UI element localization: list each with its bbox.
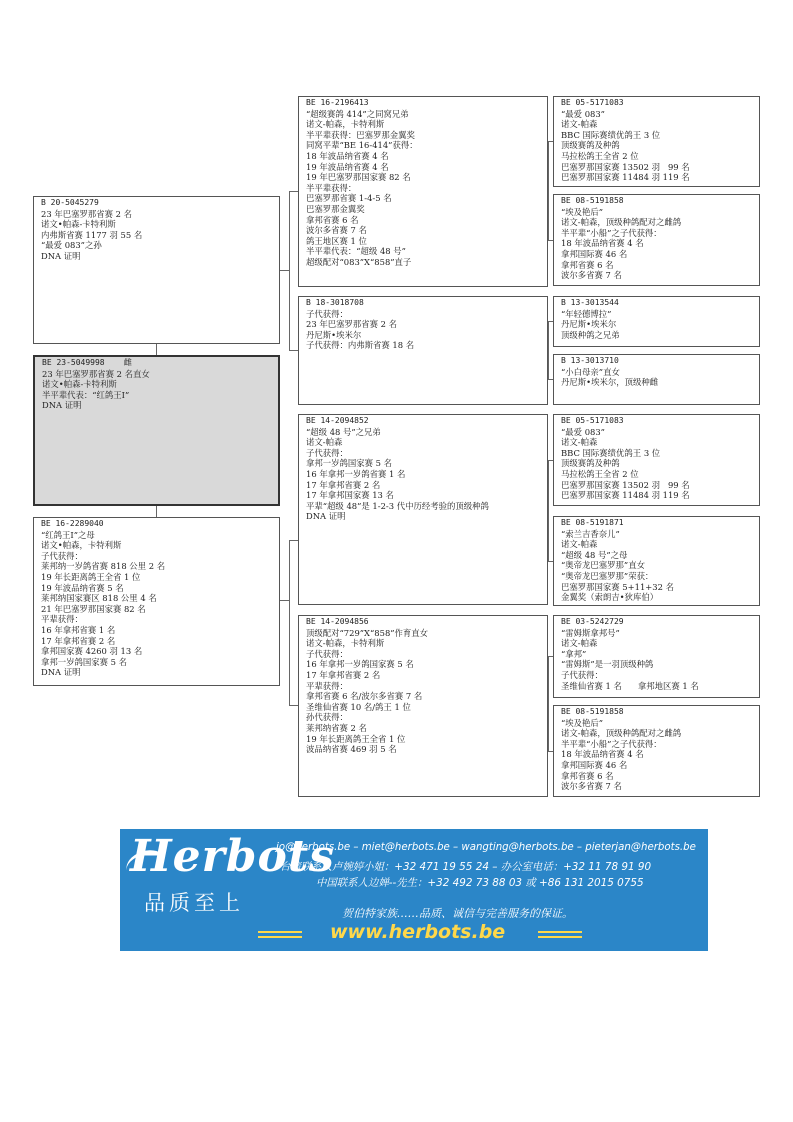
connector <box>289 705 298 706</box>
card-line: DNA 证明 <box>306 511 346 522</box>
ring-number: BE 08-5191858 <box>561 707 624 716</box>
connector <box>280 600 289 601</box>
divider <box>258 931 302 933</box>
card-line: “年轻德博拉” <box>561 308 612 319</box>
card-line: 莱邦纳国家赛区 818 公里 4 名 <box>41 593 157 604</box>
card-line: 诺文-帕森，顶级种鸽配对之雌鸽 <box>561 217 682 228</box>
card-line: 超级配对“083”X“858”直子 <box>306 256 412 267</box>
card-line: 诺文-帕森 <box>306 437 343 448</box>
card-line: “雷姆斯拿邦号” <box>561 627 620 638</box>
card-line: 丹尼斯•埃米尔 <box>561 319 617 330</box>
divider <box>258 936 302 938</box>
connector <box>548 656 553 657</box>
card-line: 巴塞罗那省赛 1-4-5 名 <box>306 193 392 204</box>
sire-dam-sire-card <box>553 296 760 347</box>
card-line: 半平辈“小船”之子代获得： <box>561 738 662 749</box>
card-line: 17 年拿邦省赛 2 名 <box>306 479 381 490</box>
connector <box>289 191 290 350</box>
dam-card <box>33 517 280 686</box>
card-line: 23 年巴塞罗那省赛 2 名直女 <box>42 368 150 379</box>
connector <box>548 561 553 562</box>
card-line: DNA 证明 <box>41 667 81 678</box>
ring-number: BE 05-5171083 <box>561 98 624 107</box>
card-line: 金翼奖（索朗吉•狄库伯） <box>561 592 659 603</box>
card-line: “索兰吉香奈儿” <box>561 528 620 539</box>
card-line: 诺文-帕森 <box>561 437 598 448</box>
tagline: 贺伯特家族……品质、诚信与完善服务的保证。 <box>342 907 573 920</box>
connector <box>289 540 298 541</box>
card-line: 半平辈“小船”之子代获得： <box>561 227 662 238</box>
dam-dam-card <box>298 615 548 797</box>
ring-number: BE 03-5242729 <box>561 617 624 626</box>
card-line: 诺文•帕森-卡特利斯 <box>41 219 116 230</box>
card-line: 16 年拿邦一岁鸽省赛 1 名 <box>306 468 406 479</box>
card-line: 19 年巴塞罗那国家赛 82 名 <box>306 172 411 183</box>
card-line: 平辈获得： <box>306 680 348 691</box>
card-line: 波尔多省赛 7 名 <box>561 270 622 281</box>
card-line: 顶级种鸽之兄弟 <box>561 329 620 340</box>
connector <box>548 240 553 241</box>
card-line: 23 年巴塞罗那省赛 2 名 <box>41 208 132 219</box>
card-line: 21 年巴塞罗那国家赛 82 名 <box>41 603 146 614</box>
card-line: “最爱 083”之孙 <box>41 240 102 251</box>
card-line: 拿邦国家赛 4260 羽 13 名 <box>41 646 143 657</box>
card-line: “小白母亲”直女 <box>561 366 620 377</box>
sire-sire-dam-card <box>553 194 760 286</box>
card-line: 拿邦国际赛 46 名 <box>561 248 628 259</box>
card-line: “奥帝龙巴塞罗那”直女 <box>561 560 645 571</box>
card-line: 诺文•帕森，卡特利斯 <box>41 540 122 551</box>
ring-number: B 18-3018708 <box>306 298 364 307</box>
card-line: 18 年波品纳省赛 4 名 <box>306 150 389 161</box>
dam-dam-dam-card <box>553 705 760 797</box>
card-line: 圣维仙省赛 1 名 拿邦地区赛 1 名 <box>561 680 699 691</box>
card-line: 波品纳省赛 469 羽 5 名 <box>306 744 397 755</box>
card-line: 子代获得： <box>306 447 348 458</box>
card-line: 23 年巴塞罗那省赛 2 名 <box>306 319 397 330</box>
connector <box>156 344 157 355</box>
card-line: 诺文-帕森 <box>561 119 598 130</box>
sire-sire-sire-card <box>553 96 760 187</box>
card-line: “最爱 083” <box>561 426 605 437</box>
card-line: 拿邦一岁鸽国家赛 5 名 <box>306 458 393 469</box>
card-line: 19 年波品纳省赛 5 名 <box>41 582 124 593</box>
ring-number: BE 23-5049998 雌 <box>42 358 132 367</box>
card-line: 丹尼斯•埃米尔，顶级种雌 <box>561 377 659 388</box>
card-line: 诺文-帕森，卡特利斯 <box>306 119 385 130</box>
card-line: 巴塞罗那金翼奖 <box>306 203 365 214</box>
card-line: “超级赛鸽 414”之同窝兄弟 <box>306 108 409 119</box>
connector <box>548 460 553 461</box>
card-line: 子代获得：内弗斯省赛 18 名 <box>306 340 415 351</box>
card-line: 顶级赛鸽及种鸽 <box>561 458 620 469</box>
divider <box>538 931 582 933</box>
ring-number: B 13-3013710 <box>561 356 619 365</box>
card-line: 拿邦一岁鸽国家赛 5 名 <box>41 656 128 667</box>
card-line: 巴塞罗那国家赛 11484 羽 119 名 <box>561 490 690 501</box>
connector <box>289 350 298 351</box>
card-line: “超级 48 号”之母 <box>561 549 628 560</box>
card-line: 16 年拿邦一岁鸽国家赛 5 名 <box>306 659 414 670</box>
dam-sire-dam-card <box>553 516 760 606</box>
card-line: 孙代获得： <box>306 712 348 723</box>
card-line: 诺文-帕森 <box>561 638 598 649</box>
sire-sire-card <box>298 96 548 287</box>
card-line: 马拉松鸽王全省 2 位 <box>561 150 639 161</box>
card-line: 子代获得： <box>306 648 348 659</box>
card-line: 平辈“超级 48”是 1-2-3 代中历经考验的顶级种鸽 <box>306 500 489 511</box>
card-line: 波尔多省赛 7 名 <box>306 225 367 236</box>
card-line: 拿邦省赛 6 名 <box>561 770 614 781</box>
card-line: DNA 证明 <box>42 400 82 411</box>
card-line: “埃及艳后” <box>561 206 604 217</box>
dam-dam-sire-card <box>553 615 760 698</box>
card-line: 19 年波品纳省赛 4 名 <box>306 161 389 172</box>
dam-sire-card <box>298 414 548 605</box>
card-line: 16 年拿邦省赛 1 名 <box>41 624 116 635</box>
card-line: 18 年波品纳省赛 4 名 <box>561 749 644 760</box>
card-line: 18 年波品纳省赛 4 名 <box>561 238 644 249</box>
card-line: “奥帝龙巴塞罗那”荣获： <box>561 570 654 581</box>
taiwan-contact: 台湾联系人卢婉婷小姐：+32 471 19 55 24 – 办公室电话：+32 11 78 91 90 <box>280 861 652 873</box>
card-line: 马拉松鸽王全省 2 位 <box>561 468 639 479</box>
card-line: DNA 证明 <box>41 250 81 261</box>
card-line: 莱邦纳省赛 2 名 <box>306 722 367 733</box>
card-line: “最爱 083” <box>561 108 605 119</box>
card-line: 诺文•帕森-卡特利斯 <box>42 379 117 390</box>
ring-number: BE 16-2196413 <box>306 98 369 107</box>
card-line: 顶级配对“729”X“858”作育直女 <box>306 627 429 638</box>
connector <box>548 751 553 752</box>
card-line: 诺文-帕森 <box>561 539 598 550</box>
ring-number: BE 16-2289040 <box>41 519 104 528</box>
card-line: 子代获得： <box>561 669 603 680</box>
connector <box>548 460 549 561</box>
ring-number: BE 05-5171083 <box>561 416 624 425</box>
card-line: “雷姆斯”是一羽顶级种鸽 <box>561 659 654 670</box>
card-line: 拿邦省赛 6 名 <box>561 259 614 270</box>
dam-sire-sire-card <box>553 414 760 506</box>
connector <box>289 540 290 705</box>
card-line: 诺文-帕森，卡特利斯 <box>306 638 385 649</box>
divider <box>538 936 582 938</box>
card-line: 巴塞罗那国家赛 13502 羽 99 名 <box>561 479 690 490</box>
card-line: 莱邦纳一岁鸽省赛 818 公里 2 名 <box>41 561 166 572</box>
connector <box>548 656 549 751</box>
card-line: 19 年长距离鸽王全省 1 位 <box>41 571 141 582</box>
sire-card <box>33 196 280 344</box>
card-line: 子代获得： <box>41 550 83 561</box>
card-line: 诺文-帕森，顶级种鸽配对之雌鸽 <box>561 728 682 739</box>
card-line: 鸽王地区赛 1 位 <box>306 235 367 246</box>
connector <box>548 321 553 322</box>
ring-number: BE 08-5191871 <box>561 518 624 527</box>
card-line: 顶级赛鸽及种鸽 <box>561 140 620 151</box>
card-line: “红鸽王Ⅰ”之母 <box>41 529 95 540</box>
website-link[interactable]: www.herbots.be <box>330 921 506 943</box>
ring-number: B 20-5045279 <box>41 198 99 207</box>
card-line: 半平辈代表：“超级 48 号” <box>306 246 406 257</box>
connector <box>280 270 289 271</box>
ring-number: BE 14-2094856 <box>306 617 369 626</box>
sire-dam-card <box>298 296 548 405</box>
card-line: 19 年长距离鸽王全省 1 位 <box>306 733 406 744</box>
card-line: BBC 国际赛绩优鸽王 3 位 <box>561 447 661 458</box>
card-line: 巴塞罗那国家赛 13502 羽 99 名 <box>561 161 690 172</box>
card-line: 半平辈代表：“红鸽王Ⅰ” <box>42 389 130 400</box>
card-line: “埃及艳后” <box>561 717 604 728</box>
card-line: 拿邦国际赛 46 名 <box>561 759 628 770</box>
card-line: 17 年拿邦省赛 2 名 <box>41 635 116 646</box>
email-contacts[interactable]: jo@herbots.be – miet@herbots.be – wangting@herbots.be – pieterjan@herbots.be <box>276 842 696 853</box>
slogan: 品质至上 <box>144 891 244 915</box>
card-line: 拿邦省赛 6 名/波尔多省赛 7 名 <box>306 691 423 702</box>
ring-number: BE 14-2094852 <box>306 416 369 425</box>
card-line: 波尔多省赛 7 名 <box>561 781 622 792</box>
ring-number: BE 08-5191858 <box>561 196 624 205</box>
card-line: 巴塞罗那国家赛 5+11+32 名 <box>561 581 675 592</box>
connector <box>548 321 549 379</box>
connector <box>156 506 157 517</box>
card-line: 平辈获得： <box>41 614 83 625</box>
card-line: BBC 国际赛绩优鸽王 3 位 <box>561 129 661 140</box>
sire-dam-dam-card <box>553 354 760 405</box>
china-contact: 中国联系人边婵--先生：+32 492 73 88 03 或 +86 131 2015 0755 <box>316 877 644 889</box>
herbots-banner <box>120 829 708 951</box>
herbots-logo: Herbots <box>130 831 335 882</box>
card-line: 子代获得： <box>306 308 348 319</box>
card-line: “拿邦” <box>561 648 587 659</box>
connector <box>548 379 553 380</box>
card-line: 17 年拿邦国家赛 13 名 <box>306 490 394 501</box>
card-line: 巴塞罗那国家赛 11484 羽 119 名 <box>561 172 690 183</box>
ring-number: B 13-3013544 <box>561 298 619 307</box>
card-line: 拿邦省赛 6 名 <box>306 214 359 225</box>
card-line: 内弗斯省赛 1177 羽 55 名 <box>41 229 143 240</box>
subject-card <box>33 355 280 506</box>
card-line: 同窝平辈“BE 16-414”获得： <box>306 140 418 151</box>
connector <box>289 191 298 192</box>
card-line: 丹尼斯•埃米尔 <box>306 329 362 340</box>
connector <box>548 141 549 240</box>
card-line: “超级 48 号”之兄弟 <box>306 426 381 437</box>
card-line: 半平辈获得：巴塞罗那金翼奖 <box>306 129 415 140</box>
card-line: 圣维仙省赛 10 名/鸽王 1 位 <box>306 701 411 712</box>
connector <box>548 141 553 142</box>
card-line: 半平辈获得： <box>306 182 357 193</box>
card-line: 17 年拿邦省赛 2 名 <box>306 669 381 680</box>
